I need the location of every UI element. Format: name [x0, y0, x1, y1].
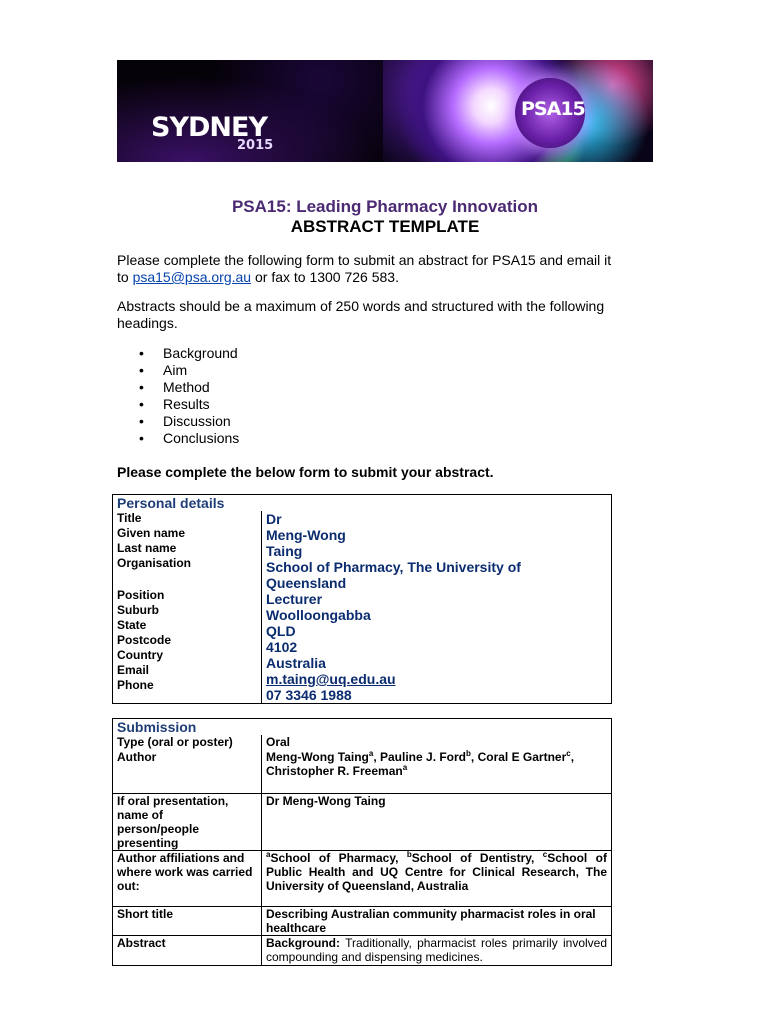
- postcode-value[interactable]: 4102: [266, 639, 298, 655]
- presenter-label: If oral presentation, name of person/people presenting: [117, 793, 229, 850]
- table-row: [113, 511, 612, 704]
- field-label: Position: [117, 588, 165, 602]
- personal-details-table: [112, 494, 612, 704]
- banner-year: 2015: [237, 138, 274, 153]
- intro-line2-suffix: or fax to 1300 726 583.: [251, 269, 399, 285]
- document-subtitle: ABSTRACT TEMPLATE: [290, 217, 480, 236]
- country-value[interactable]: Australia: [266, 655, 326, 671]
- table-row: [113, 495, 612, 512]
- table-row: [113, 719, 612, 736]
- table-row: [113, 793, 612, 850]
- table-row: [113, 935, 612, 965]
- organisation-value[interactable]: School of Pharmacy, The University of Queensland: [266, 559, 521, 591]
- banner-city: SYDNEY: [151, 112, 268, 143]
- abstract-value[interactable]: [266, 936, 607, 964]
- field-label: Given name: [117, 526, 186, 540]
- given-name-value[interactable]: Meng-Wong: [266, 527, 346, 543]
- last-name-value[interactable]: Taing: [266, 543, 303, 559]
- list-item: • Background: [117, 345, 239, 362]
- field-label: Organisation: [117, 556, 192, 570]
- list-item: • Aim: [117, 362, 239, 379]
- submission-table: [112, 718, 612, 966]
- affil-part: School of Pharmacy,: [270, 850, 407, 865]
- type-label: Type (oral or poster): [117, 735, 233, 749]
- author-sup: a: [368, 749, 374, 758]
- affil-sup: a: [266, 849, 271, 859]
- headings-list: [117, 345, 239, 447]
- list-item: • Discussion: [117, 413, 239, 430]
- field-label: Postcode: [117, 633, 172, 647]
- short-title-label: Short title: [117, 906, 173, 921]
- affil-part: School of Dentistry,: [411, 850, 543, 865]
- psa15-logo-text: PSA15: [521, 98, 585, 120]
- word-limit-paragraph: Abstracts should be a maximum of 250 words and structured with the following headings.: [117, 298, 605, 331]
- email-link[interactable]: psa15@psa.org.au: [132, 269, 252, 285]
- abstract-label: Abstract: [117, 935, 166, 950]
- affil-sup: b: [406, 849, 412, 859]
- field-label: Suburb: [117, 603, 159, 617]
- list-item: • Conclusions: [117, 430, 239, 447]
- author-sup: b: [466, 749, 471, 758]
- list-item: • Results: [117, 396, 239, 413]
- author-label: Author: [117, 750, 157, 764]
- author-name: Pauline J. Ford: [380, 750, 467, 764]
- author-name: Meng-Wong Taing: [266, 750, 369, 764]
- field-label: Title: [117, 511, 142, 525]
- author-sup: c: [566, 749, 571, 758]
- intro-line2-prefix: to: [117, 269, 133, 285]
- table-row: [113, 850, 612, 906]
- position-value[interactable]: Lecturer: [266, 591, 323, 607]
- personal-section-title: Personal details: [113, 495, 612, 512]
- conference-banner: [117, 60, 653, 162]
- presenter-value[interactable]: Dr Meng-Wong Taing: [266, 793, 386, 808]
- state-value[interactable]: QLD: [266, 623, 296, 639]
- field-label: Last name: [117, 541, 177, 555]
- form-instruction: Please complete the below form to submit your abstract.: [117, 464, 494, 480]
- author-name: Christopher R. Freeman: [266, 764, 403, 778]
- field-label: Email: [117, 663, 150, 677]
- affiliations-value[interactable]: [266, 851, 607, 893]
- abstract-heading: Background:: [266, 935, 341, 950]
- field-label: Phone: [117, 678, 154, 692]
- intro-line1: Please complete the following form to submit an abstract for PSA15 and email it: [117, 252, 612, 268]
- suburb-value[interactable]: Woolloongabba: [266, 607, 371, 623]
- phone-value[interactable]: 07 3346 1988: [266, 687, 352, 703]
- abstract-text: Traditionally, pharmacist roles primarily involved compounding and dispensing medicines.: [266, 935, 608, 964]
- document-title: PSA15: Leading Pharmacy Innovation: [231, 197, 539, 216]
- field-label: State: [117, 618, 147, 632]
- field-label: Country: [117, 648, 163, 662]
- author-value[interactable]: Meng-Wong Taing$^a$, Pauline J. Ford$^b$, Coral E Gartner$^c$, Christopher R. Freeman$^a$: [266, 749, 575, 778]
- author-sup: a: [402, 763, 408, 772]
- table-row: [113, 735, 612, 793]
- short-title-value[interactable]: Describing Australian community pharmacist roles in oral healthcare: [266, 906, 596, 935]
- table-row: [113, 906, 612, 935]
- affil-part: School of Public Health and UQ Centre for Clinical Research, The University of Queensland, Australia: [266, 850, 608, 893]
- email-value[interactable]: m.taing@uq.edu.au: [266, 671, 396, 687]
- list-item: • Method: [117, 379, 239, 396]
- submission-section-title: Submission: [113, 719, 612, 736]
- affiliations-label: Author affiliations and where work was carried out:: [117, 850, 253, 893]
- intro-paragraph: [117, 252, 627, 286]
- type-value[interactable]: Oral: [266, 735, 291, 749]
- title-value[interactable]: Dr: [266, 511, 282, 527]
- affil-sup: c: [542, 849, 548, 859]
- author-name: Coral E Gartner: [477, 750, 567, 764]
